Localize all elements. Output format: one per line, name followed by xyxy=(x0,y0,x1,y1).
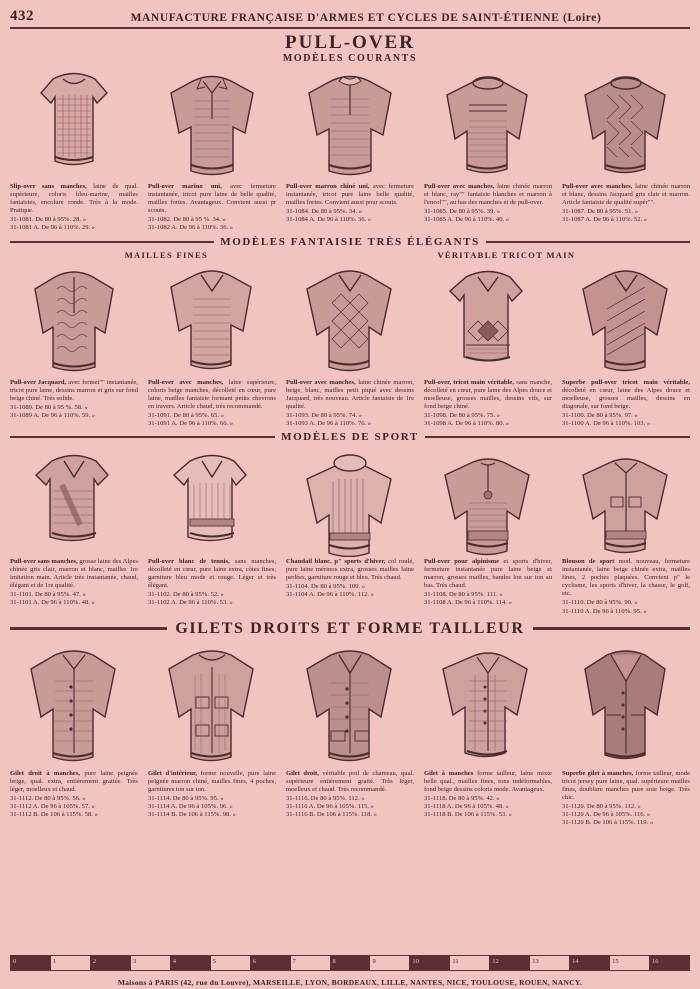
product-cell xyxy=(562,64,690,225)
product-caption xyxy=(286,558,414,582)
ref-line: 31-1093 A. De 96 à 110%. 76. » xyxy=(286,419,372,427)
rule xyxy=(425,436,690,438)
product-caption xyxy=(10,379,138,403)
product-cell xyxy=(148,641,276,820)
product-row-4 xyxy=(10,641,690,828)
product-refs xyxy=(424,591,552,607)
product-name: Slip-over sans manches, xyxy=(10,182,87,190)
ruler-tick xyxy=(251,956,291,970)
ref-line: 31-1114. De 80 à 95%. 95. » xyxy=(148,794,224,802)
ref-line: 31-1118 A. De 96 à 105%. 48. » xyxy=(424,803,509,811)
product-refs xyxy=(148,216,276,232)
ref-line: 31-1087. De 80 à 95%. 51. » xyxy=(562,208,638,216)
product-cell xyxy=(424,445,552,608)
product-cell xyxy=(286,445,414,600)
product-illustration xyxy=(286,641,414,769)
product-desc: laine chinée marron et blanc, dessins Jacquard gris clair et marron. Article fantaisie de qualité supér"". xyxy=(562,182,690,206)
product-desc: avec fermeture instantanée, tricot pure laine belle qualité, mailles fortes. Convient aussi pour scouts. xyxy=(286,182,414,206)
product-name: Pull-over, tricot main véritable, xyxy=(424,378,514,386)
ruler-tick-label: 16 xyxy=(652,958,659,965)
product-desc: forme nouvelle, pure laine peignée marron chiné, mailles fines, 4 poches, garnitures ton sur ton. xyxy=(148,769,277,793)
product-desc: sans manche, décolleté en cœur, pure laine des Alpes douce et moelleuse, grosses mailles, dessins vifs, sur fond beige chiné. xyxy=(424,378,553,410)
section-band-gilets xyxy=(10,620,690,638)
product-desc: décolleté en cœur, laine des Alpes douce et moelleuse, grosses mailles, dessins en diagonale, sur fond beige. xyxy=(562,386,690,410)
product-caption xyxy=(562,770,690,802)
page-number: 432 xyxy=(10,8,34,24)
product-refs xyxy=(286,583,414,599)
ref-line: 31-1120 A. De 96 à 105%. 116. » xyxy=(562,811,651,819)
product-caption xyxy=(10,770,138,794)
product-cell xyxy=(424,641,552,820)
ruler-tick-label: 2 xyxy=(92,958,97,965)
page-title: MANUFACTURE FRANÇAISE D'ARMES ET CYCLES DE SAINT-ÉTIENNE (Loire) xyxy=(130,12,602,24)
ruler-tick-label: 0 xyxy=(13,958,17,965)
product-cell xyxy=(10,260,138,421)
ruler-tick-label: 8 xyxy=(332,958,336,965)
rule xyxy=(533,627,690,630)
product-refs xyxy=(10,404,138,420)
product-cell xyxy=(286,260,414,429)
product-caption xyxy=(286,770,414,794)
ref-line: 31-1108. De 80 à 95%. 111. » xyxy=(424,591,503,599)
product-caption xyxy=(286,183,414,207)
product-refs xyxy=(148,795,276,820)
product-name: Pull-over marino uni, xyxy=(148,182,222,190)
product-refs xyxy=(148,412,276,428)
ref-line: 31-1085 A. De 96 à 110%. 40. » xyxy=(424,216,510,224)
ruler-tick xyxy=(570,956,610,970)
ref-line: 31-1114 B. De 106 à 115%. 98. » xyxy=(148,811,236,819)
ruler-tick-label: 13 xyxy=(532,958,539,965)
product-refs xyxy=(562,803,690,828)
product-illustration xyxy=(10,64,138,182)
product-caption xyxy=(148,379,276,411)
ref-line: 31-1089. De 80 à 95 %. 58. » xyxy=(10,403,88,411)
product-cell xyxy=(10,641,138,820)
product-row-2 xyxy=(10,260,690,429)
product-name: Gilet droit, xyxy=(286,769,319,777)
product-refs xyxy=(286,208,414,224)
ruler-tick-label: 14 xyxy=(572,958,579,965)
ref-line: 31-1104. De 80 à 95%. 109. » xyxy=(286,583,366,591)
ruler-tick-label: 3 xyxy=(132,958,137,965)
product-cell xyxy=(286,64,414,225)
product-refs xyxy=(424,208,552,224)
rule xyxy=(10,436,275,438)
section-band-sport xyxy=(10,431,690,443)
band-label: MODÈLES DE SPORT xyxy=(281,431,419,444)
product-desc: laine chinée marron, beige, blanc, mailles petit piqué avec dessins Jacquard, très nouveau. Article fantaisie de 1re qualité. xyxy=(286,378,414,410)
product-name: Pull-over marron chiné uni, xyxy=(286,182,370,190)
ruler-tick-label: 10 xyxy=(412,958,419,965)
product-refs xyxy=(148,591,276,607)
product-refs xyxy=(10,591,138,607)
product-illustration xyxy=(286,445,414,557)
ref-line: 31-1084. De 80 à 95%. 34. » xyxy=(286,208,362,216)
product-refs xyxy=(424,795,552,820)
ruler-tick xyxy=(331,956,371,970)
section-title-pullover: PULL-OVER xyxy=(285,32,415,53)
product-name: Pull-over avec manches, xyxy=(148,378,224,386)
ruler-tick xyxy=(291,956,331,970)
product-illustration xyxy=(10,445,138,557)
ref-line: 31-1081 A. De 96 à 110%. 29. » xyxy=(10,224,96,232)
ref-line: 31-1110. De 80 à 95%. 90. » xyxy=(562,599,638,607)
product-name: Gilet d'intérieur, xyxy=(148,769,197,777)
ruler-tick-label: 4 xyxy=(172,958,176,965)
rule xyxy=(486,241,690,243)
product-caption xyxy=(286,379,414,411)
ruler-tick xyxy=(490,956,530,970)
product-refs xyxy=(424,412,552,428)
ruler-tick xyxy=(450,956,490,970)
product-desc: grosse laine des Alpes chinée gris clair, marron et blanc, mailles 1re imitation main. Article très instantanée, chaud, élégant et de 1re qualité. xyxy=(10,558,139,590)
ref-line: 31-1082 A. De 96 à 110%. 36. » xyxy=(148,224,234,232)
product-cell xyxy=(286,641,414,820)
product-cell xyxy=(562,641,690,828)
product-caption xyxy=(148,558,276,590)
ref-line: 31-1100. De 80 à 95%. 97. » xyxy=(562,411,638,419)
product-name: Pull-over avec manches, xyxy=(562,182,633,190)
product-caption xyxy=(424,183,552,207)
product-desc: col roulé, pure laine mérinos extra, grosses mailles laine perlées, garniture rouge et bleu. Très chaud. xyxy=(286,558,414,582)
product-illustration xyxy=(562,445,690,557)
ref-line: 31-1102 A. De 96 à 110%. 53. » xyxy=(148,599,233,607)
ruler-tick-label: 1 xyxy=(52,958,57,965)
ref-line: 31-1091. De 80 à 95%. 65. » xyxy=(148,411,224,419)
product-illustration xyxy=(562,64,690,182)
ref-line: 31-1116 A. De 96 à 105%. 115. » xyxy=(286,803,374,811)
ruler-tick-label: 6 xyxy=(252,958,256,965)
product-refs xyxy=(286,795,414,820)
product-desc: sans manches, décolleté en cœur, pure laine extra, côtes fines, garniture bleu mode et rouge. Léger et très élégant. xyxy=(148,558,276,590)
ruler-tick-label: 9 xyxy=(372,958,376,965)
product-illustration xyxy=(424,260,552,378)
ref-line: 31-1084 A. De 96 à 110%. 36. » xyxy=(286,216,372,224)
ref-line: 31-1082. De 80 à 95 %. 34. » xyxy=(148,216,226,224)
product-name: Superbe pull-over tricot main véritable, xyxy=(562,378,690,386)
product-refs xyxy=(10,795,138,820)
product-cell xyxy=(148,445,276,608)
product-illustration xyxy=(562,260,690,378)
product-illustration xyxy=(424,445,552,557)
product-refs xyxy=(286,412,414,428)
band-label: MODÈLES FANTAISIE TRÈS ÉLÉGANTS xyxy=(220,235,480,248)
product-name: Pull-over pour alpinisme xyxy=(424,558,500,566)
ref-line: 31-1098 A. De 96 à 110%. 80. » xyxy=(424,419,510,427)
product-desc: forme tailleur, laine mixte belle qual., mailles fines, tons indéformables, fond beige dessins coloris mode. Avantageux. xyxy=(424,769,552,793)
product-desc: avec fermet"" instantanée, tricot pure laine, dessins marron et gris sur fond beige chiné. Très solide. xyxy=(10,378,138,402)
subband-labels xyxy=(10,250,690,260)
ruler-tick-label: 7 xyxy=(292,958,296,965)
ruler-tick-label: 5 xyxy=(212,958,216,965)
product-desc: forme tailleur, mode tricot jersey pure laine, qual. supérieure mailles fines, doublure manches pure soie beige. Très chic. xyxy=(562,769,690,801)
ruler-tick-label: 11 xyxy=(452,958,459,965)
ruler-tick xyxy=(530,956,570,970)
band-label: GILETS DROITS ET FORME TAILLEUR xyxy=(175,619,525,637)
ref-line: 31-1087 A. De 96 à 110%. 52. » xyxy=(562,216,648,224)
rule xyxy=(10,241,214,243)
ref-line: 31-1101 A. De 96 à 110%. 48. » xyxy=(10,599,95,607)
ref-line: 31-1085. De 80 à 95%. 39. » xyxy=(424,208,500,216)
product-cell xyxy=(10,445,138,608)
product-cell xyxy=(10,64,138,233)
product-illustration xyxy=(424,641,552,769)
product-illustration xyxy=(562,641,690,769)
product-desc: pure laine peignée beige, qual. extra, entièrement grattée. Très léger, moelleux et chaud. xyxy=(10,769,138,793)
ref-line: 31-1112 A. De 96 à 105%. 57. » xyxy=(10,803,95,811)
product-cell xyxy=(562,260,690,429)
page-header xyxy=(10,8,690,29)
product-illustration xyxy=(148,445,276,557)
product-name: Pull-over avec manches, xyxy=(286,378,356,386)
ruler-tick xyxy=(51,956,91,970)
product-name: Superbe gilet à manches, xyxy=(562,769,634,777)
product-caption xyxy=(10,183,138,215)
ref-line: 31-1091 A. De 96 à 110%. 66. » xyxy=(148,419,234,427)
product-name: Pull-over Jacquard, xyxy=(10,378,67,386)
product-cell xyxy=(424,64,552,225)
ruler-tick xyxy=(11,956,51,970)
page-footer: Maisons à PARIS (42, rue du Louvre), MARSEILLE, LYON, BORDEAUX, LILLE, NANTES, NICE, TOULOUSE, ROUEN, NANCY. xyxy=(117,978,583,987)
ruler-tick-label: 15 xyxy=(612,958,619,965)
product-name: Gilet à manches xyxy=(424,769,474,777)
ruler-tick xyxy=(131,956,171,970)
product-illustration xyxy=(148,641,276,769)
product-caption xyxy=(424,770,552,794)
ref-line: 31-1120. De 80 à 95%. 112. » xyxy=(562,802,641,810)
ref-line: 31-1108 A. De 96 à 110%. 114. » xyxy=(424,599,512,607)
product-desc: mod. nouveau, fermeture instantanée, laine beige chinée extra, mailles fines, 2 poches plaquées. Convient p" le cyclisme, les sports d'hiver, la chasse, le golf, etc. xyxy=(562,558,691,598)
product-refs xyxy=(562,599,690,615)
ruler-tick xyxy=(370,956,410,970)
product-desc: véritable poil de chameau, qual. supérieure entièrement gratté. Très léger, moelleux et chaud. Très recommandé. xyxy=(286,769,414,793)
product-illustration xyxy=(286,64,414,182)
ref-line: 31-1102. De 80 à 95%. 52. » xyxy=(148,591,224,599)
ruler-tick xyxy=(171,956,211,970)
product-caption xyxy=(148,183,276,215)
ref-line: 31-1120 B. De 106 à 115%. 119. » xyxy=(562,819,654,827)
product-desc: laine chinée marron et blanc, ray"" fantaisie blanches et marron à l'encol"", au bas des manches et de pull-over. xyxy=(424,182,552,206)
section-band-fantaisie xyxy=(10,236,690,248)
product-name: Pull-over sans manches, xyxy=(10,558,78,566)
product-cell xyxy=(424,260,552,429)
product-desc: laine supérieure, coloris beige manches, décolleté en cœur, pure laine, mailles fantaisie formant petits chevrons en travers. Article chaud, très recommandé. xyxy=(148,378,276,410)
product-illustration xyxy=(424,64,552,182)
product-desc: et sports d'hiver, fermeture instantanée pure laine beige et marron, grosses mailles, bandes lon sur ton au bas. Très chaud. xyxy=(424,558,552,590)
ruler-tick xyxy=(610,956,650,970)
product-caption xyxy=(562,558,690,598)
ruler-tick xyxy=(650,956,689,970)
ruler-tick-label: 12 xyxy=(492,958,499,965)
ref-line: 31-1110 A. De 96 à 110%. 95. » xyxy=(562,607,647,615)
product-illustration xyxy=(10,260,138,378)
product-illustration xyxy=(148,260,276,378)
ref-line: 31-1116 B. De 106 à 115%. 118. » xyxy=(286,811,377,819)
product-caption xyxy=(10,558,138,590)
ref-line: 31-1112 B. De 106 à 115%. 58. » xyxy=(10,811,98,819)
ref-line: 31-1118 B. De 106 à 115%. 53. » xyxy=(424,811,512,819)
ref-line: 31-1089 A. De 96 à 110%. 59. » xyxy=(10,411,96,419)
product-illustration xyxy=(10,641,138,769)
product-cell xyxy=(148,64,276,233)
ruler-tick xyxy=(91,956,131,970)
product-name: Pull-over blanc de tennis, xyxy=(148,558,230,566)
section-subtitle-pullover: MODÈLES COURANTS xyxy=(282,52,418,64)
ruler-tick xyxy=(410,956,450,970)
product-name: Chandail blanc, p" sports d'hiver, xyxy=(286,558,386,566)
ref-line: 31-1104 A. De 96 à 110%. 112. » xyxy=(286,591,374,599)
subband-label-mailles-fines: MAILLES FINES xyxy=(124,249,208,260)
ref-line: 31-1098. De 80 à 95%. 75. » xyxy=(424,411,500,419)
ref-line: 31-1116. De 80 à 95%. 112. » xyxy=(286,794,365,802)
product-illustration xyxy=(286,260,414,378)
ref-line: 31-1081. De 80 à 95%. 28. » xyxy=(10,216,86,224)
ruler-tick xyxy=(211,956,251,970)
ref-line: 31-1114 A. De 96 à 105%. 96. » xyxy=(148,803,233,811)
product-name: Gilet droit à manches, xyxy=(10,769,81,777)
product-desc: laine de qual. supérieure, coloris bleu-marine, mailles fantaisies, encolure ronde. Très à la mode. Pratique. xyxy=(10,182,139,215)
ref-line: 31-1093. De 80 à 95%. 74. » xyxy=(286,411,362,419)
product-caption xyxy=(148,770,276,794)
product-caption xyxy=(424,379,552,411)
product-refs xyxy=(562,208,690,224)
subband-label-tricot-main: VÉRITABLE TRICOT MAIN xyxy=(437,249,576,260)
ref-line: 31-1100 A. De 96 à 110%. 103. » xyxy=(562,419,651,427)
product-name: Pull-over avec manches, xyxy=(424,182,495,190)
product-refs xyxy=(562,412,690,428)
product-row-1 xyxy=(10,64,690,233)
product-cell xyxy=(148,260,276,429)
measuring-ruler xyxy=(10,955,690,971)
product-name: Blouson de sport xyxy=(562,558,615,566)
product-caption xyxy=(562,379,690,411)
product-desc: avec fermeture instantanée, tricot pure laine de belle qualité, mailles fortes. Avantageux. Convient aussi pr scouts. xyxy=(148,182,276,215)
product-refs xyxy=(10,216,138,232)
ref-line: 31-1112. De 80 à 95%. 56. » xyxy=(10,794,86,802)
rule xyxy=(10,627,167,630)
product-caption xyxy=(562,183,690,207)
product-illustration xyxy=(148,64,276,182)
product-row-3 xyxy=(10,445,690,616)
ref-line: 31-1118. De 80 à 95%. 42. » xyxy=(424,794,500,802)
product-cell xyxy=(562,445,690,616)
ref-line: 31-1101. De 80 à 95%. 47. » xyxy=(10,591,86,599)
product-caption xyxy=(424,558,552,590)
